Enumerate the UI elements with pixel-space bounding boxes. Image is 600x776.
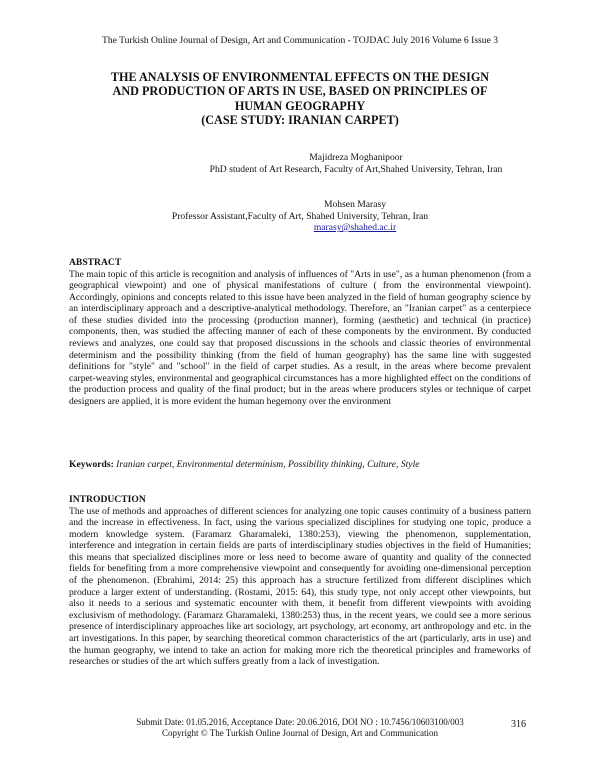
introduction-section xyxy=(69,494,531,668)
author-block-1 xyxy=(0,152,600,175)
author-name: Mohsen Marasy xyxy=(323,199,387,210)
page-footer xyxy=(0,717,600,739)
introduction-text: The use of methods and approaches of different sciences for analyzing one topic causes continuity of a business pattern and the increase in effectiveness. In fact, using the various specialized disciplines for studying one topic, produce a modern knowledge system. (Faramarz Gharamaleki, 1380:253), viewing the phenomenon, supplementation, interference and integration in certain fields are parts of interdisciplinary studies objectives in the field of Humanities; this means that specialized disciplines more or less need to become aware of quantity and quality of the connected fields for benefiting from a more comprehensive viewpoint and consequently for avoiding one-dimensional perception of the phenomenon. (Ebrahimi, 2014: 25) this approach has a structure fertilized from different disciplines which produce a larger extent of understanding. (Rostami, 2015: 64), this study type, not only accept other viewpoints, but also it needs to a serious and systematic encounter with them, it benefit from different viewpoints with avoiding exclusivism of methodology. (Faramarz Gharamaleki, 1380:253) thus, in the recent years, we could see a more serious presence of interdisciplinary approaches like art sociology, art psychology, art economy, art anthropology and etc. in the art investigations. In this paper, by searching theoretical common characteristics of the art (particularly, arts in use) and the human geography, we intend to take an action for making more rich the theoretical principles and frameworks of researches or studies of the art which suffers greatly from a lack of investigation. xyxy=(69,505,531,668)
title-line: THE ANALYSIS OF ENVIRONMENTAL EFFECTS ON THE DESIGN xyxy=(110,70,490,84)
keywords-value: Iranian carpet, Environmental determinism, Possibility thinking, Culture, Style xyxy=(116,459,420,470)
page-number: 316 xyxy=(511,719,526,730)
abstract-section xyxy=(69,257,531,408)
author-email-link[interactable]: marasy@shahed.ac.ir xyxy=(313,222,397,233)
title-line: HUMAN GEOGRAPHY xyxy=(234,98,366,113)
author-affiliation: Professor Assistant,Faculty of Art, Shahed University, Tehran, Iran xyxy=(171,210,429,222)
paper-title xyxy=(60,70,540,128)
abstract-text: The main topic of this article is recognition and analysis of influences of "Arts in use", as a human phenomenon (from a geographical viewpoint) and one of physical manifestations of culture ( from the environmental viewpoint). Accordingly, opinions and concepts related to this issue have been analyzed in the field of human geography science by an interdisciplinary approach and a descriptive-analytical methodology. Therefore, an "Iranian carpet" as a centerpiece of these studies divided into the processing (production manner), forming (aesthetic) and technical (in practice) components, then, was studied the affecting manner of each of these components by the environment. By conducted reviews and analyzes, one could say that proposed discussions in the schools and classic theories of environmental determinism and the possibility thinking (from the field of human geography) has the same line with suggested definitions for "style" and "school" in the field of carpet studies. As a result, in the areas where become prevalent carpet-weaving styles, environmental and geographical circumstances has a more highlighted effect on the conditions of the production process and quality of the final product; but in the areas where producers styles or technique of carpet designers are applied, it is more evident the human hegemony over the environment xyxy=(69,268,531,408)
author-affiliation: PhD student of Art Research, Faculty of Art,Shahed University, Tehran, Iran xyxy=(209,163,503,175)
running-head: The Turkish Online Journal of Design, Art and Communication - TOJDAC July 2016 Volume 6 Issue 3 xyxy=(101,35,499,46)
title-line: AND PRODUCTION OF ARTS IN USE, BASED ON PRINCIPLES OF xyxy=(112,84,488,99)
introduction-heading: INTRODUCTION xyxy=(69,494,146,505)
abstract-heading: ABSTRACT xyxy=(69,257,122,268)
keywords-line xyxy=(69,459,531,471)
author-name: Majidreza Moghanipoor xyxy=(309,152,403,163)
keywords-label: Keywords: xyxy=(69,459,114,470)
author-block-2 xyxy=(0,199,600,234)
footer-dates: Submit Date: 01.05.2016, Acceptance Date: 20.06.2016, DOI NO : 10.7456/10603100/003 xyxy=(136,717,464,727)
title-line: (CASE STUDY: IRANIAN CARPET) xyxy=(201,113,399,128)
footer-copyright: Copyright © The Turkish Online Journal of Design, Art and Communication xyxy=(162,728,438,738)
